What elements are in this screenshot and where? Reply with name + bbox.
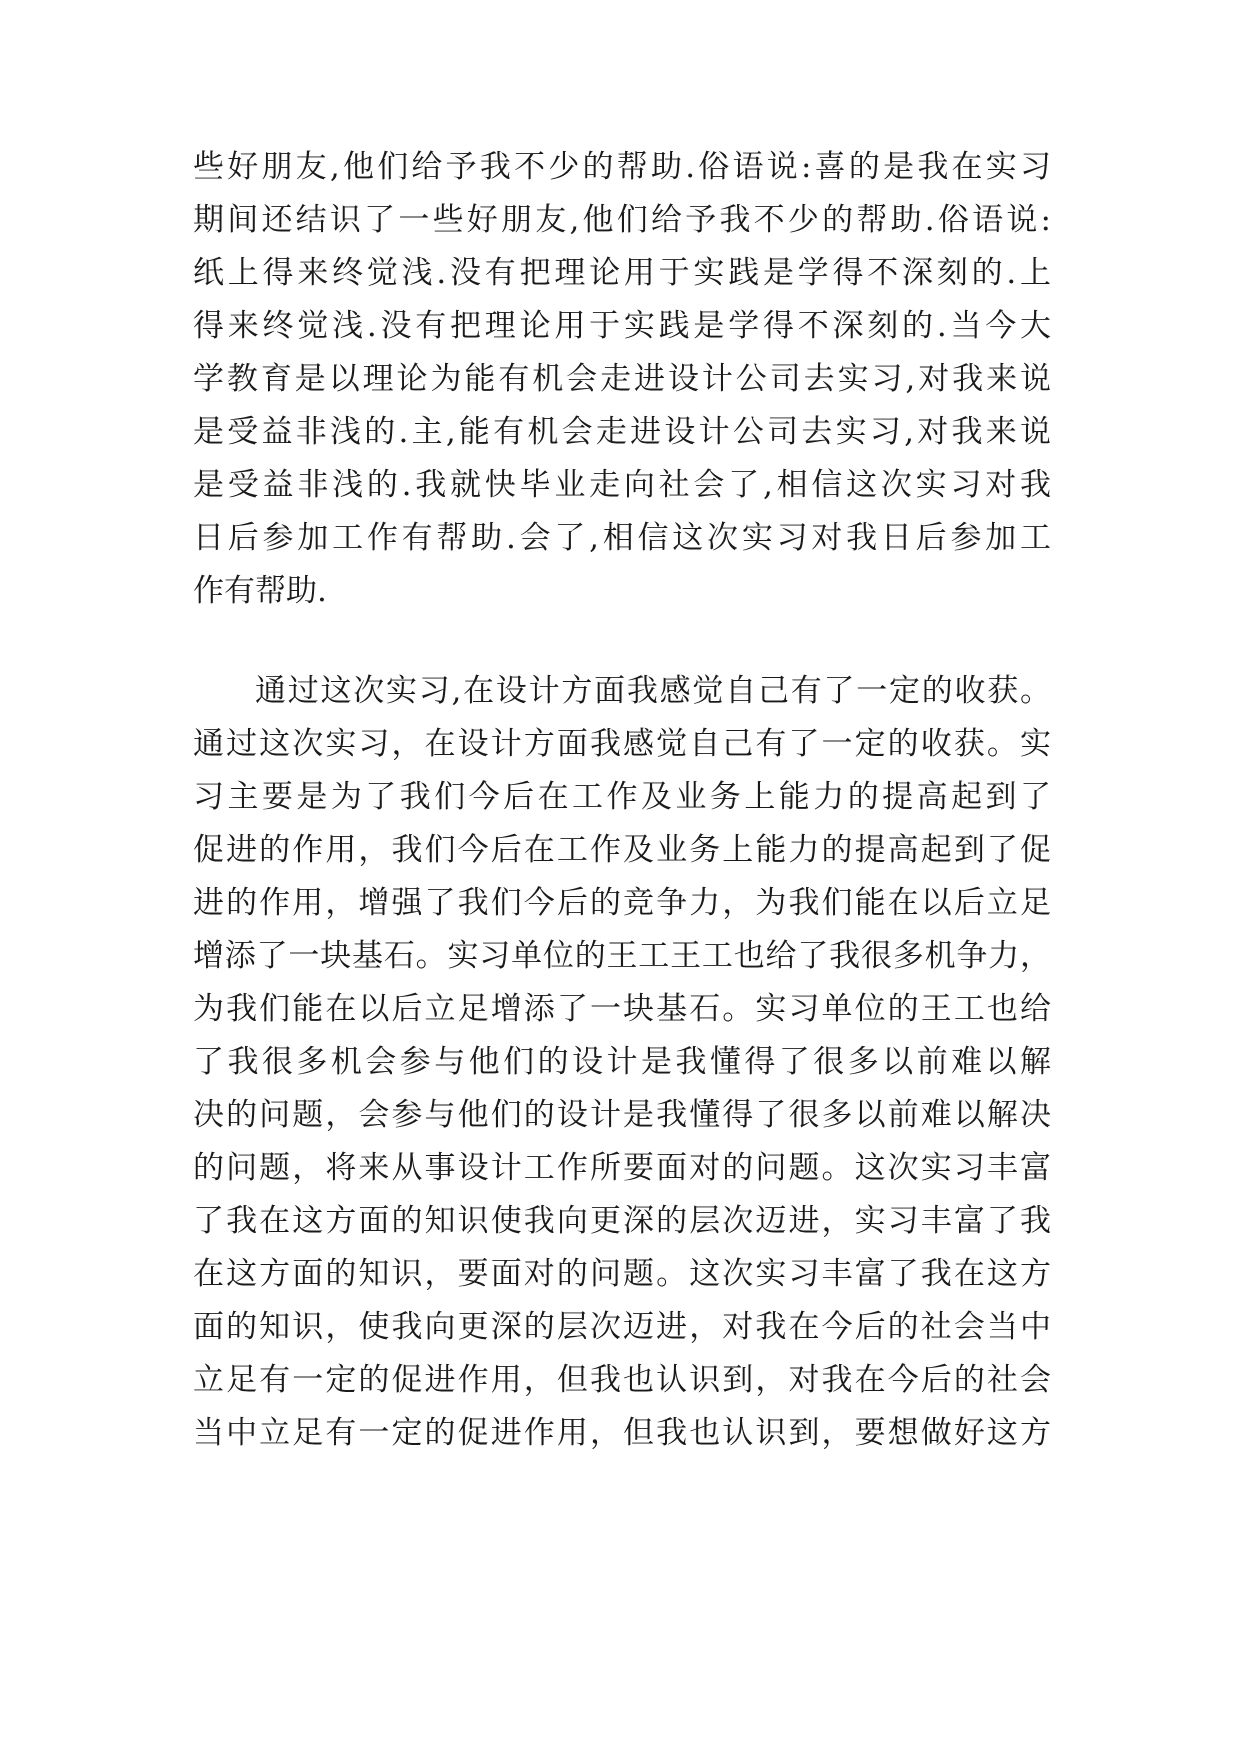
paragraph-line: 得来终觉浅.没有把理论用于实践是学得不深刻的.当今大 xyxy=(193,308,1051,344)
paragraph-line: 立足有一定的促进作用，但我也认识到，对我在今后的社会 xyxy=(193,1362,1051,1398)
paragraph-line: 当中立足有一定的促进作用，但我也认识到，要想做好这方 xyxy=(193,1415,1051,1451)
paragraph-line: 是受益非浅的.我就快毕业走向社会了,相信这次实习对我 xyxy=(193,467,1051,503)
paragraph-line: 是受益非浅的.主,能有机会走进设计公司去实习,对我来说 xyxy=(193,414,1051,450)
paragraph-line: 习主要是为了我们今后在工作及业务上能力的提高起到了 xyxy=(193,779,1051,815)
paragraph-line: 通过这次实习,在设计方面我感觉自己有了一定的收获。 xyxy=(255,673,1051,709)
paragraph-line: 面的知识，使我向更深的层次迈进，对我在今后的社会当中 xyxy=(193,1309,1051,1345)
paragraph-line: 进的作用，增强了我们今后的竞争力，为我们能在以后立足 xyxy=(193,885,1051,921)
paragraph-line: 了我在这方面的知识使我向更深的层次迈进，实习丰富了我 xyxy=(193,1203,1051,1239)
paragraph-line: 作有帮助. xyxy=(193,573,327,609)
paragraph-line: 了我很多机会参与他们的设计是我懂得了很多以前难以解 xyxy=(193,1044,1051,1080)
paragraph-line: 促进的作用，我们今后在工作及业务上能力的提高起到了促 xyxy=(193,832,1051,868)
paragraph-line: 期间还结识了一些好朋友,他们给予我不少的帮助.俗语说: xyxy=(193,202,1051,238)
paragraph-line: 为我们能在以后立足增添了一块基石。实习单位的王工也给 xyxy=(193,991,1051,1027)
paragraph-line: 纸上得来终觉浅.没有把理论用于实践是学得不深刻的.上 xyxy=(193,255,1051,291)
paragraph-line: 学教育是以理论为能有机会走进设计公司去实习,对我来说 xyxy=(193,361,1051,397)
paragraph-line: 决的问题，会参与他们的设计是我懂得了很多以前难以解决 xyxy=(193,1097,1051,1133)
paragraph-line: 的问题，将来从事设计工作所要面对的问题。这次实习丰富 xyxy=(193,1150,1051,1186)
paragraph-line: 些好朋友,他们给予我不少的帮助.俗语说:喜的是我在实习 xyxy=(193,149,1051,185)
paragraph-2 xyxy=(193,665,1051,1460)
paragraph-1 xyxy=(193,141,1051,618)
paragraph-line: 通过这次实习，在设计方面我感觉自己有了一定的收获。实 xyxy=(193,726,1051,762)
paragraph-line: 在这方面的知识，要面对的问题。这次实习丰富了我在这方 xyxy=(193,1256,1051,1292)
paragraph-line: 日后参加工作有帮助.会了,相信这次实习对我日后参加工 xyxy=(193,520,1051,556)
paragraph-line: 增添了一块基石。实习单位的王工王工也给了我很多机争力， xyxy=(193,938,1051,974)
